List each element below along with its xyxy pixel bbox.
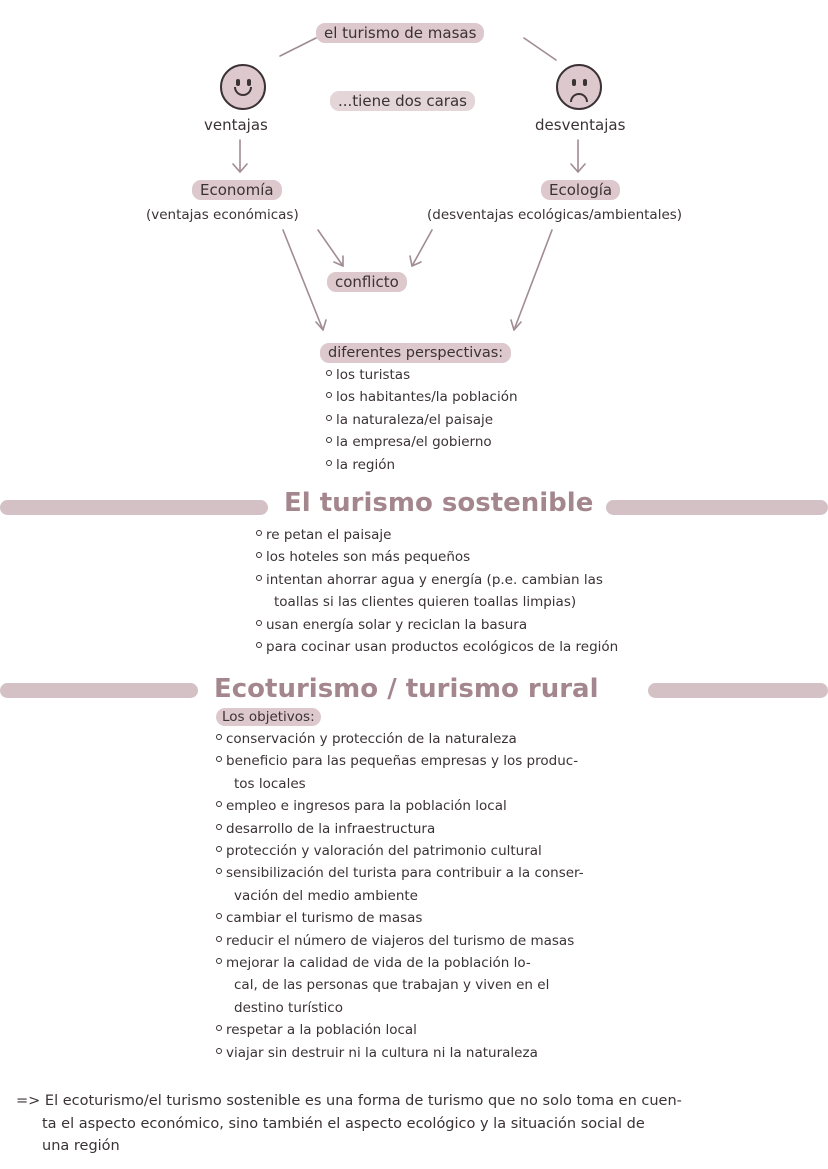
perspectives-title: diferentes perspectivas: bbox=[320, 343, 511, 363]
objectives-title: Los objetivos: bbox=[216, 708, 321, 726]
list-item: usan energía solar y reciclan la basura bbox=[256, 614, 618, 636]
conflict-pill: conflicto bbox=[327, 272, 407, 292]
section-band-left bbox=[0, 500, 268, 515]
line-title-left bbox=[280, 38, 316, 56]
conclusion-text bbox=[16, 1090, 682, 1158]
title-mass-tourism: el turismo de masas bbox=[316, 23, 484, 43]
list-item: vación del medio ambiente bbox=[234, 887, 418, 904]
conclusion-line: ta el aspecto económico, sino también el aspecto ecológico y la situación social de bbox=[42, 1115, 645, 1132]
list-item: beneficio para las pequeñas empresas y los produc- bbox=[216, 750, 584, 772]
arrow-ecologia-perspectivas bbox=[514, 230, 552, 330]
list-item: los turistas bbox=[326, 364, 518, 386]
advantages-label: ventajas bbox=[204, 116, 268, 134]
ecology-subtitle: (desventajas ecológicas/ambientales) bbox=[427, 207, 683, 223]
list-item: toallas si las clientes quieren toallas limpias) bbox=[274, 594, 577, 611]
happy-face-icon bbox=[220, 64, 266, 110]
list-item: la empresa/el gobierno bbox=[326, 431, 518, 453]
list-item: intentan ahorrar agua y energía (p.e. cambian las bbox=[256, 569, 618, 591]
list-item: conservación y protección de la naturaleza bbox=[216, 728, 584, 750]
list-item: los hoteles son más pequeños bbox=[256, 546, 618, 568]
ecotourism-heading: Ecoturismo / turismo rural bbox=[214, 674, 599, 704]
disadvantages-label: desventajas bbox=[535, 116, 626, 134]
section-band-right bbox=[606, 500, 828, 515]
list-item: cal, de las personas que trabajan y viven en el bbox=[234, 977, 550, 994]
list-item: los habitantes/la población bbox=[326, 386, 518, 408]
sustainable-list bbox=[256, 524, 618, 658]
two-faces-label: ...tiene dos caras bbox=[330, 91, 475, 111]
sustainable-tourism-heading: El turismo sostenible bbox=[284, 488, 594, 518]
list-item: desarrollo de la infraestructura bbox=[216, 818, 584, 840]
list-item: la naturaleza/el paisaje bbox=[326, 409, 518, 431]
arrow-economia-conflicto bbox=[318, 230, 343, 266]
section-band-left bbox=[0, 683, 198, 698]
list-item: empleo e ingresos para la población local bbox=[216, 795, 584, 817]
list-item: re petan el paisaje bbox=[256, 524, 618, 546]
list-item: la región bbox=[326, 454, 518, 476]
list-item: reducir el número de viajeros del turismo de masas bbox=[216, 930, 584, 952]
conclusion-line: una región bbox=[42, 1138, 120, 1154]
economy-subtitle: (ventajas económicas) bbox=[146, 207, 299, 223]
list-item: para cocinar usan productos ecológicos de la región bbox=[256, 636, 618, 658]
arrow-ecologia-conflicto bbox=[412, 230, 432, 266]
list-item: respetar a la población local bbox=[216, 1019, 584, 1041]
list-item: destino turístico bbox=[234, 999, 343, 1016]
ecology-pill: Ecología bbox=[541, 180, 620, 200]
perspectives-list bbox=[326, 364, 518, 476]
list-item: viajar sin destruir ni la cultura ni la naturaleza bbox=[216, 1042, 584, 1064]
economy-pill: Economía bbox=[192, 180, 282, 200]
section-band-right bbox=[648, 683, 828, 698]
line-title-right bbox=[524, 38, 556, 60]
objectives-list bbox=[216, 728, 584, 1064]
arrow-economia-perspectivas bbox=[283, 230, 323, 330]
list-item: cambiar el turismo de masas bbox=[216, 907, 584, 929]
list-item: tos locales bbox=[234, 775, 306, 792]
list-item: protección y valoración del patrimonio cultural bbox=[216, 840, 584, 862]
list-item: mejorar la calidad de vida de la población lo- bbox=[216, 952, 584, 974]
sad-face-icon bbox=[556, 64, 602, 110]
conclusion-line: => El ecoturismo/el turismo sostenible es una forma de turismo que no solo toma en cuen- bbox=[16, 1093, 682, 1109]
list-item: sensibilización del turista para contribuir a la conser- bbox=[216, 862, 584, 884]
